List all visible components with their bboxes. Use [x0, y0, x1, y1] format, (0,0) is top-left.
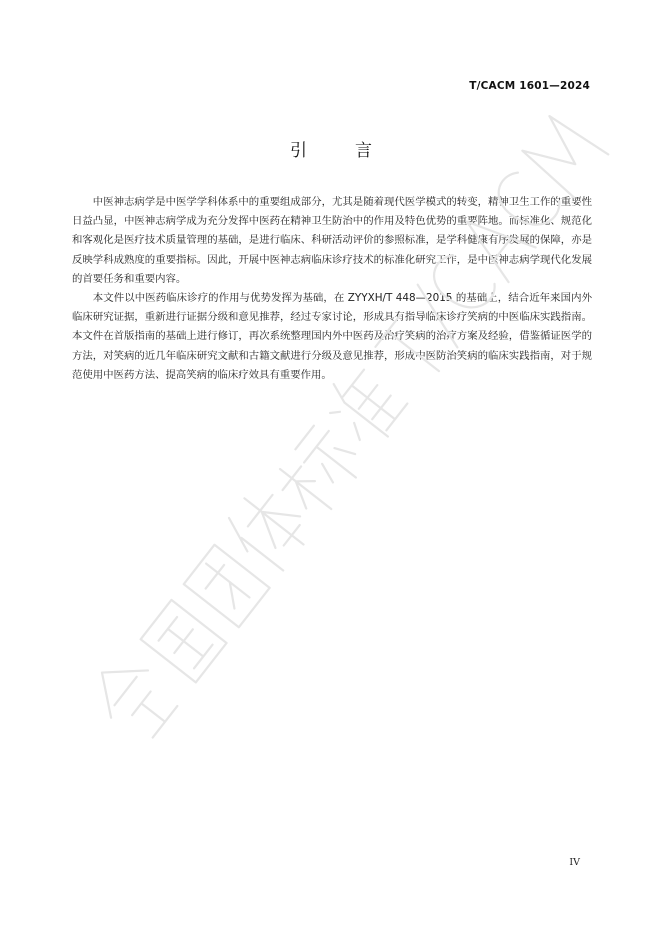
paragraph-1: 中医神志病学是中医学学科体系中的重要组成部分，尤其是随着现代医学模式的转变，精神卫生工作的重要性日益凸显，中医神志病学成为充分发挥中医药在精神卫生防治中的作用及特色优势的重要阵地。而标准化、规范化和客观化是医疗技术质量管理的基础，是进行临床、科研活动评价的参照标准，是学科健康有序发展的保障，亦是反映学科成熟度的重要指标。因此，开展中医神志病临床诊疗技术的标准化研究工作，是中医神志病学现代化发展的首要任务和重要内容。	[72, 196, 592, 285]
body-text	[72, 193, 592, 385]
document-code: T/CACM 1601—2024	[469, 80, 590, 92]
page-title	[0, 136, 662, 161]
page-number: IV	[569, 857, 580, 868]
title-char-1: 引	[290, 141, 307, 161]
paragraph-2: 本文件以中医药临床诊疗的作用与优势发挥为基础，在 ZYYXH/T 448—2015 的基础上，结合近年来国内外临床研究证据，重新进行证据分级和意见推荐，经过专家讨论，形成具有指导临床诊疗笑病的中医临床实践指南。本文件在首版指南的基础上进行修订，再次系统整理国内外中医药及治疗笑病的治疗方案及经验，借鉴循证医学的方法，对笑病的近几年临床研究文献和古籍文献进行分级及意见推荐，形成中医防治笑病的临床实践指南，对于规范使用中医药方法、提高笑病的临床疗效具有重要作用。	[72, 292, 592, 381]
title-char-2: 言	[355, 141, 372, 161]
